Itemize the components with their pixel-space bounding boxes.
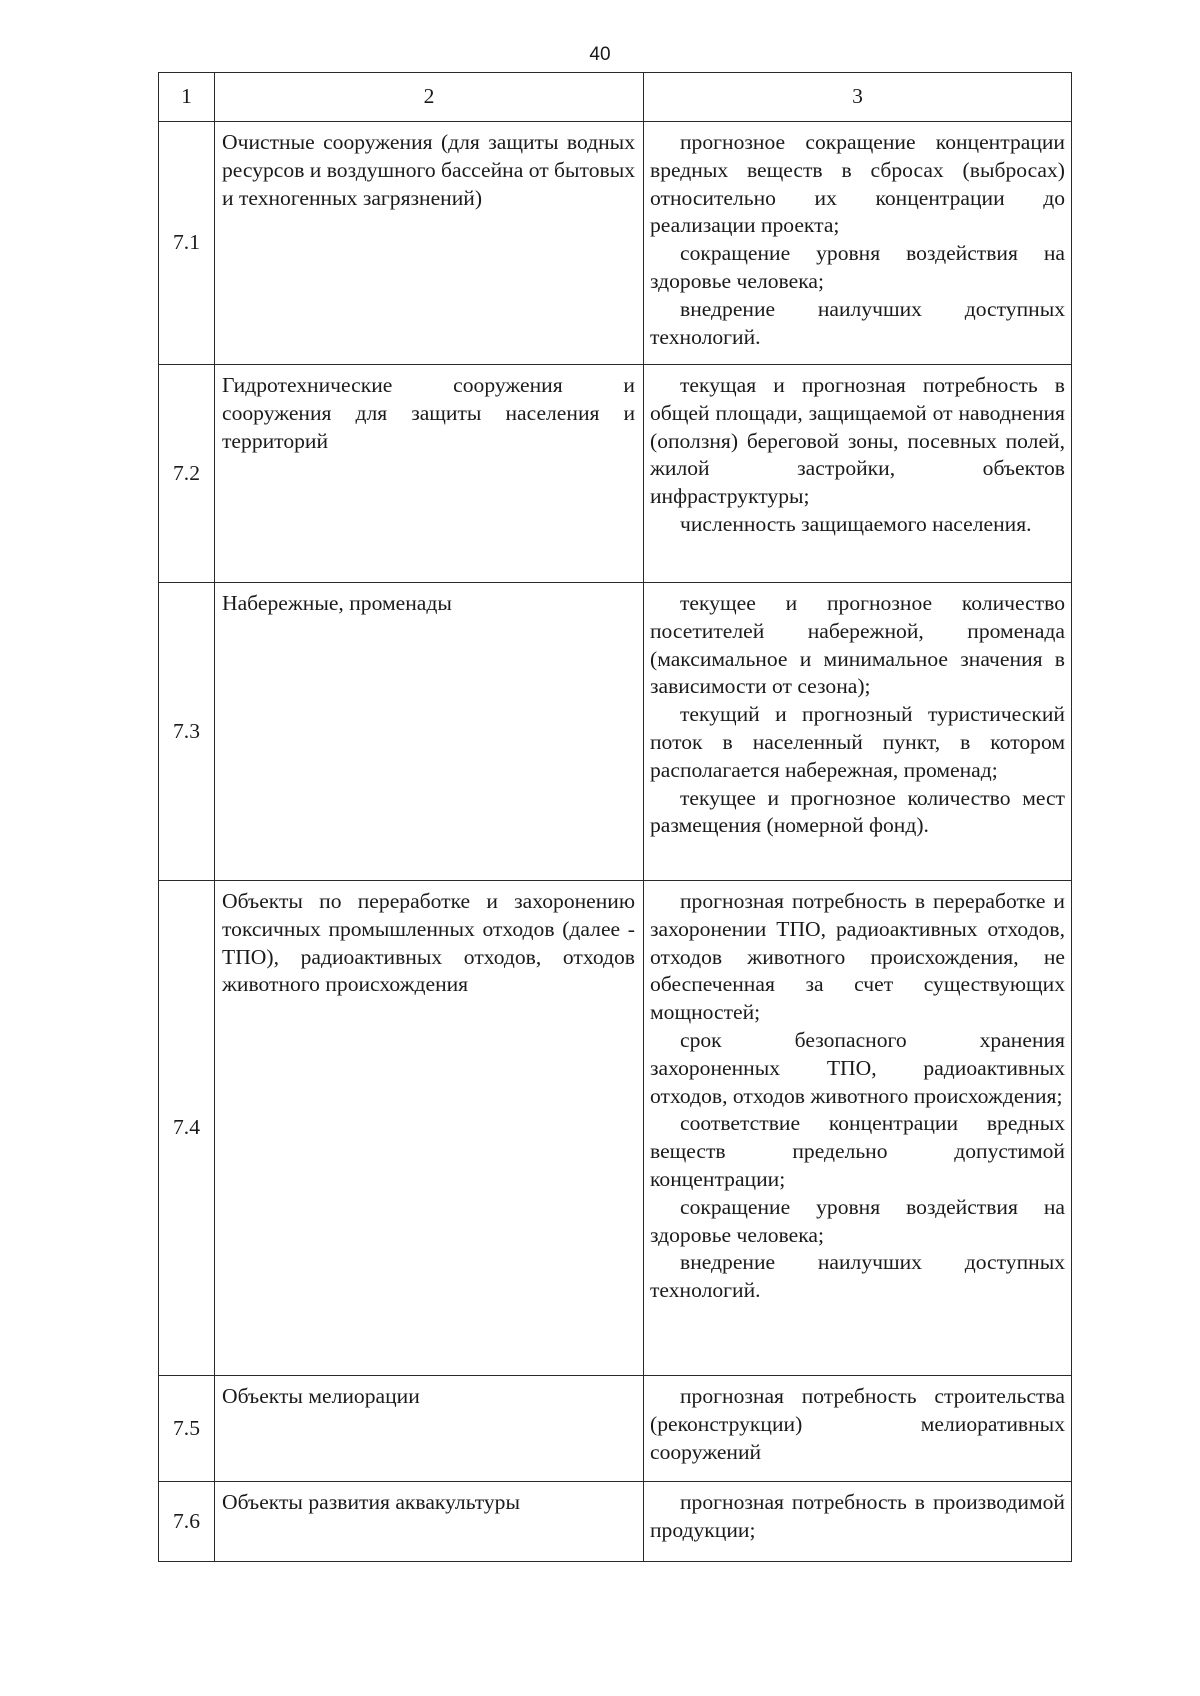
indicator-text: внедрение наилучших доступных технологий. [650, 296, 1065, 349]
object-name: Объекты мелиорации [215, 1376, 644, 1482]
row-number: 7.5 [159, 1376, 215, 1482]
table-row [159, 122, 1072, 365]
indicator-text: текущее и прогнозное количество посетителей набережной, променада (максимальное и минимальное значения в зависимости от сезона); [650, 591, 1065, 699]
indicator-text: сокращение уровня воздействия на здоровье человека; [650, 1194, 1065, 1247]
indicators-cell [644, 583, 1072, 881]
indicator-text: текущий и прогнозный туристический поток в населенный пункт, в котором располагается набережная, променад; [650, 702, 1065, 782]
row-number: 7.4 [159, 881, 215, 1376]
table-row [159, 365, 1072, 583]
indicator-text: внедрение наилучших доступных технологий. [650, 1250, 1065, 1303]
indicator-text: срок безопасного хранения захороненных ТПО, радиоактивных отходов, отходов животного происхождения; [650, 1027, 1065, 1108]
indicators-cell [644, 1376, 1072, 1482]
indicators-cell [644, 365, 1072, 583]
object-name: Набережные, променады [215, 583, 644, 881]
object-name: Очистные сооружения (для защиты водных ресурсов и воздушного бассейна от бытовых и техногенных загрязнений) [215, 122, 644, 365]
row-number: 7.6 [159, 1482, 215, 1562]
indicator-text: прогнозная потребность в производимой продукции; [650, 1490, 1065, 1542]
indicator-text: прогнозная потребность строительства (реконструкции) мелиоративных сооружений [650, 1384, 1065, 1464]
indicator-text: прогнозная потребность в переработке и захоронении ТПО, радиоактивных отходов, отходов животного происхождения, не обеспеченная за счет существующих мощностей; [650, 889, 1065, 1025]
indicator-text: численность защищаемого населения. [680, 511, 1032, 536]
indicators-cell [644, 881, 1072, 1376]
table-row [159, 1376, 1072, 1482]
indicators-cell [644, 122, 1072, 365]
indicator-text: текущее и прогнозное количество мест размещения (номерной фонд). [650, 785, 1065, 838]
indicator-text: текущая и прогнозная потребность в общей площади, защищаемой от наводнения (оползня) береговой зоны, посевных полей, жилой застройки, объектов инфраструктуры; [650, 373, 1065, 509]
indicators-cell [644, 1482, 1072, 1562]
object-name: Объекты развития аквакультуры [215, 1482, 644, 1562]
indicator-text: прогнозное сокращение концентрации вредных веществ в сбросах (выбросах) относительно их концентрации до реализации проекта; [650, 130, 1065, 238]
object-name: Объекты по переработке и захоронению токсичных промышленных отходов (далее - ТПО), радиоактивных отходов, отходов животного происхождения [215, 881, 644, 1376]
indicator-text: соответствие концентрации вредных веществ предельно допустимой концентрации; [650, 1111, 1065, 1191]
header-col-2: 2 [215, 73, 644, 122]
indicators-table [158, 72, 1072, 1562]
table-row [159, 583, 1072, 881]
row-number: 7.1 [159, 122, 215, 365]
row-number: 7.2 [159, 365, 215, 583]
table-row [159, 881, 1072, 1376]
table-row [159, 1482, 1072, 1562]
indicator-text: сокращение уровня воздействия на здоровье человека; [650, 241, 1065, 293]
header-col-1: 1 [159, 73, 215, 122]
row-number: 7.3 [159, 583, 215, 881]
table-header-row [159, 73, 1072, 122]
page-number: 40 [589, 44, 611, 65]
header-col-3: 3 [644, 73, 1072, 122]
object-name: Гидротехнические сооружения и сооружения для защиты населения и территорий [215, 365, 644, 583]
